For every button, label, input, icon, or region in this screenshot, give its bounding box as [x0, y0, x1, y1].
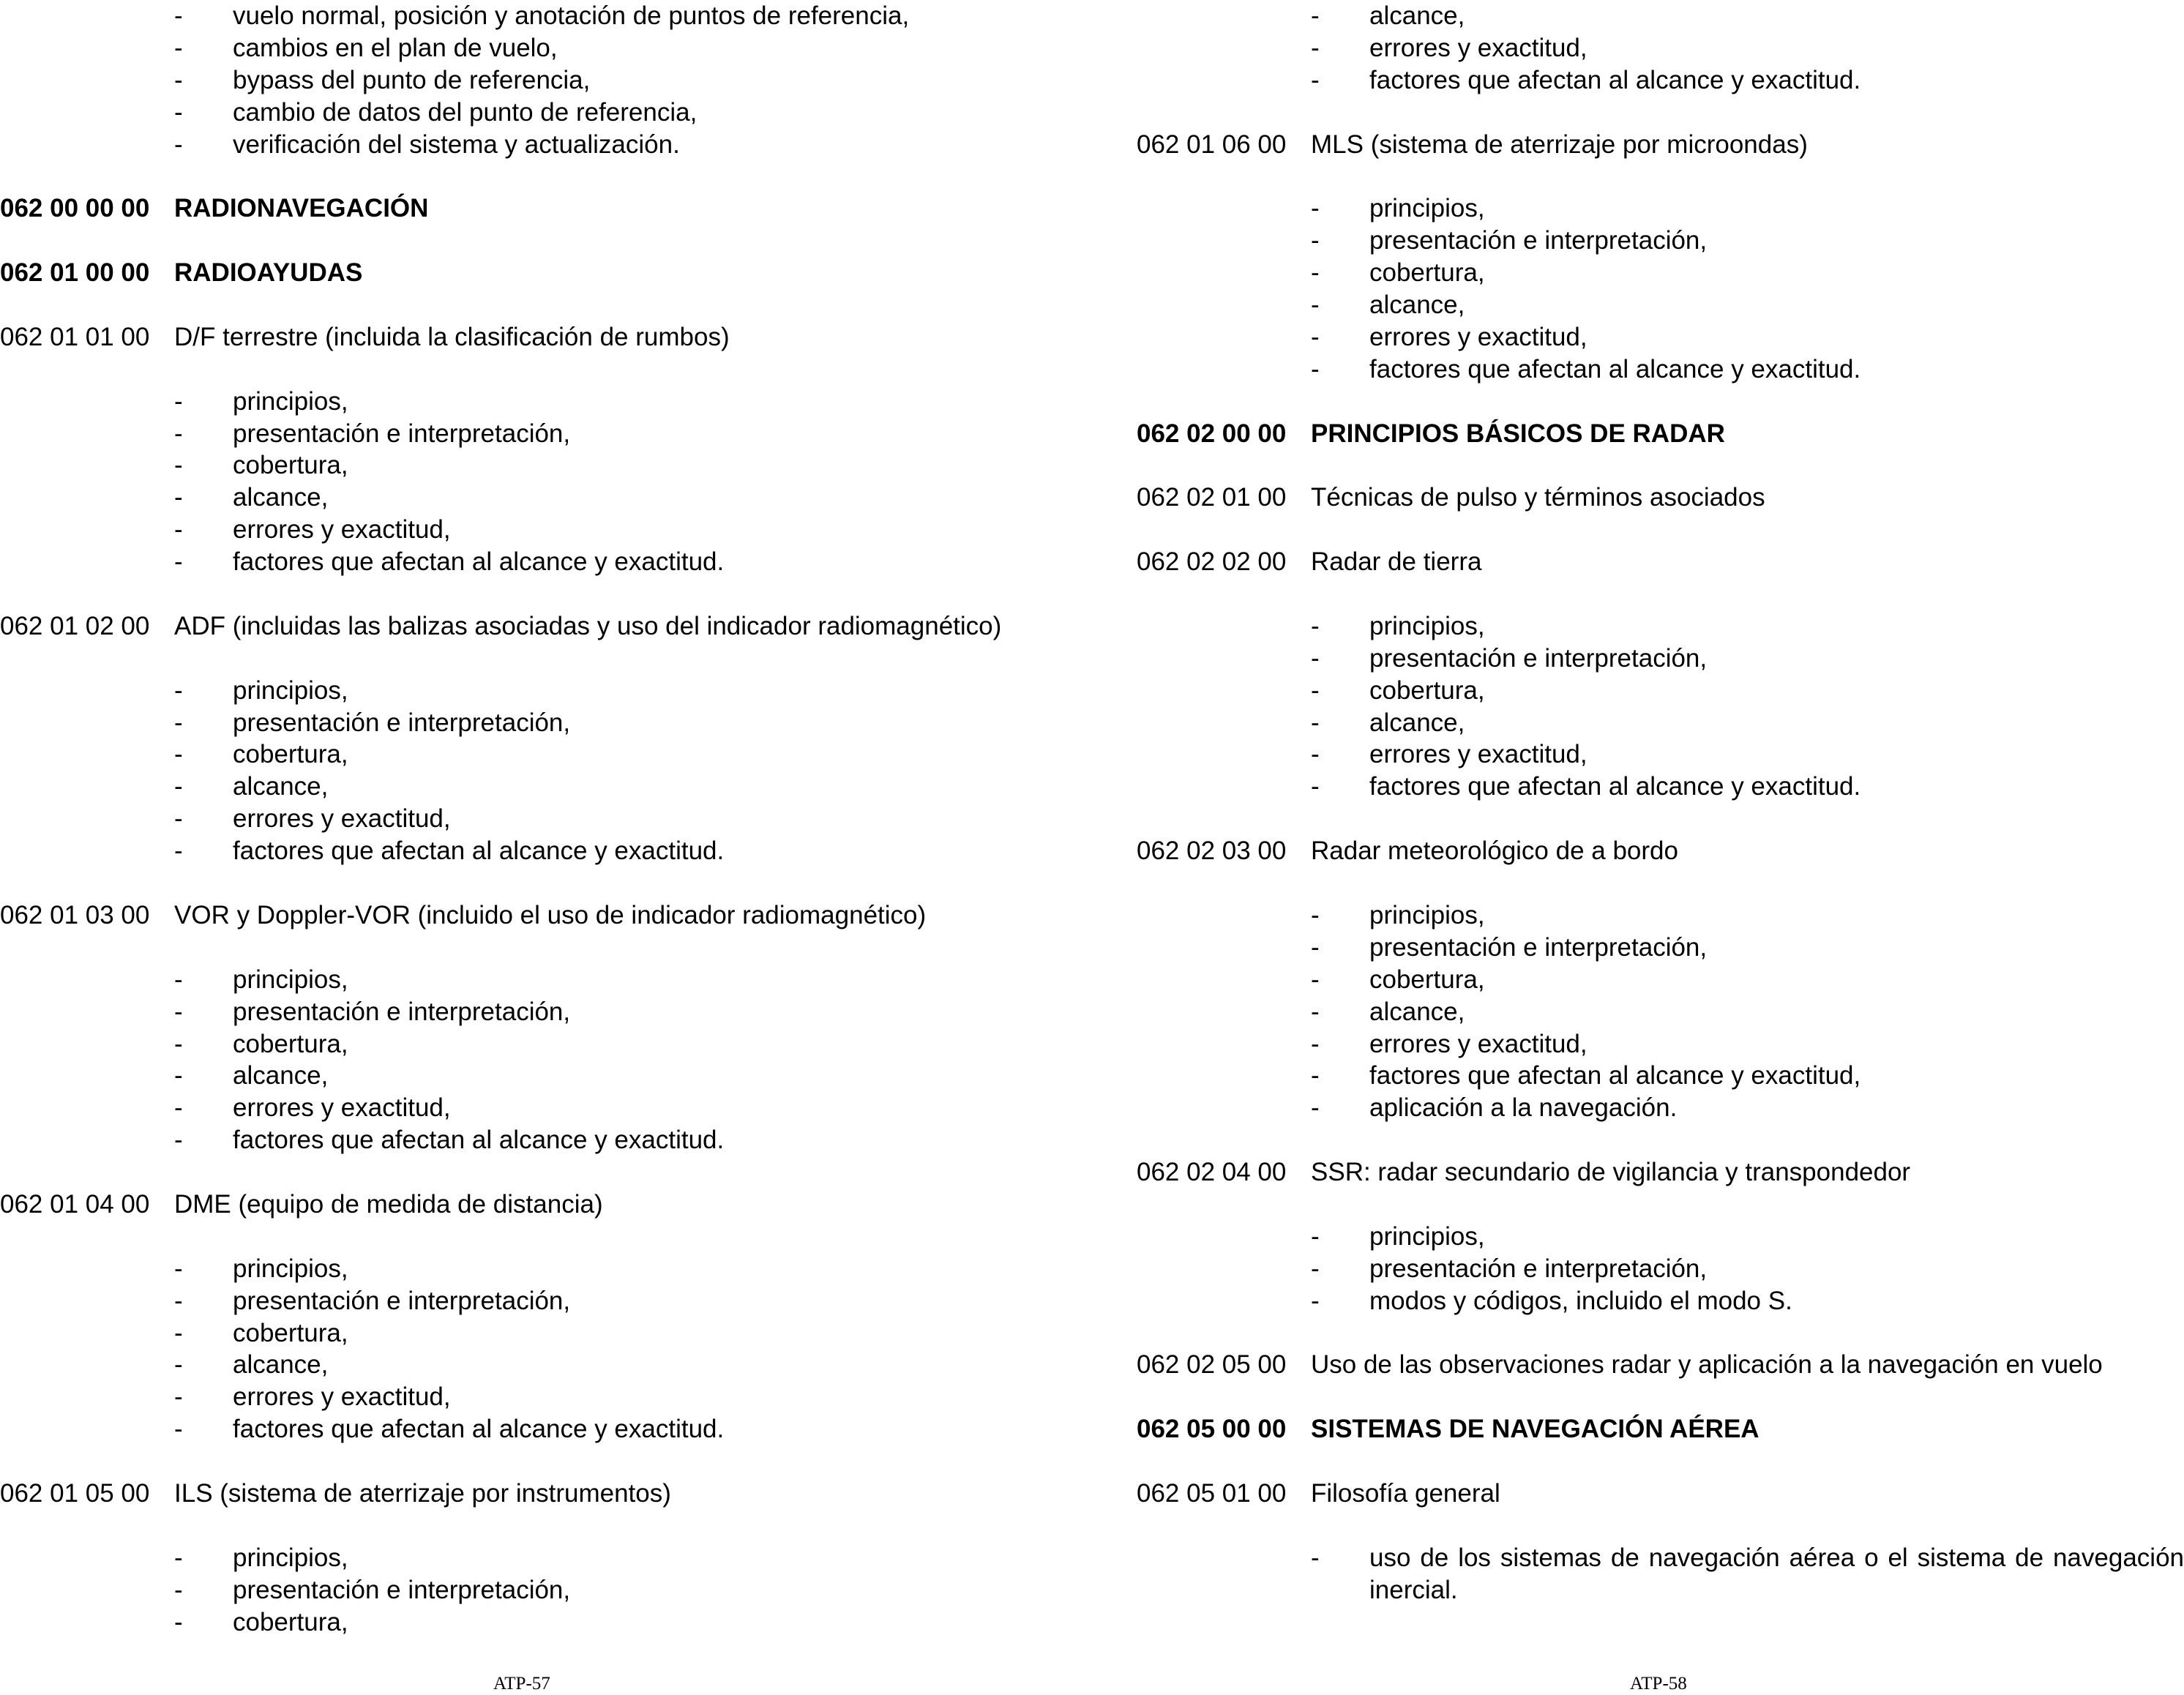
list-item-text: factores que afectan al alcance y exactitud.: [233, 1415, 725, 1444]
bullet-dash: -: [1311, 322, 1320, 351]
list-item: [1137, 32, 2184, 64]
list-item-text: errores y exactitud,: [233, 1093, 451, 1123]
list-item: [1137, 0, 2184, 32]
list-item-text: presentación e interpretación,: [1369, 932, 1708, 962]
list-item: [0, 1606, 1083, 1639]
section-code: 062 01 00 00: [0, 258, 150, 288]
list-item-text: cobertura,: [233, 1318, 348, 1347]
list-item-text: principios,: [233, 676, 348, 705]
list-item-text: errores y exactitud,: [1369, 322, 1587, 351]
list-item: [0, 1413, 1083, 1445]
list-item-text: cobertura,: [233, 740, 348, 769]
section-title: Técnicas de pulso y términos asociados: [1311, 483, 1765, 512]
section-title: VOR y Doppler-VOR (incluido el uso de indicador radiomagnético): [174, 900, 927, 929]
list-item-text: factores que afectan al alcance y exactitud.: [233, 837, 725, 866]
bullet-dash: -: [174, 483, 183, 512]
bullet-dash: -: [1311, 611, 1320, 640]
section-title: D/F terrestre (incluida la clasificación de rumbos): [174, 322, 730, 351]
bullet-dash: -: [174, 65, 183, 94]
section-heading: [0, 257, 1083, 289]
bullet-dash: -: [1311, 740, 1320, 769]
bullet-dash: -: [1311, 1093, 1320, 1123]
bullet-dash: -: [174, 1607, 183, 1636]
list-item: [1137, 610, 2184, 643]
section-code: 062 05 00 00: [1137, 1415, 1287, 1444]
list-item-text: errores y exactitud,: [233, 804, 451, 834]
bullet-dash: -: [174, 1254, 183, 1283]
bullet-dash: -: [174, 1, 183, 30]
list-item: [1137, 321, 2184, 353]
section-title: Radar meteorológico de a bordo: [1311, 837, 1678, 866]
list-item-text: aplicación a la navegación.: [1369, 1093, 1678, 1123]
section-code: 062 05 01 00: [1137, 1478, 1287, 1508]
list-item: [1137, 225, 2184, 257]
list-item: [0, 835, 1083, 867]
list-item-text: factores que afectan al alcance y exactitud.: [233, 547, 725, 577]
list-item: [1137, 1028, 2184, 1060]
section-title: MLS (sistema de aterrizaje por microondas): [1311, 130, 1808, 159]
list-item-text: principios,: [233, 1543, 348, 1572]
list-item: [1137, 1060, 2184, 1092]
list-item-text: principios,: [1369, 611, 1485, 640]
list-item-text: cobertura,: [233, 451, 348, 480]
bullet-dash: -: [1311, 194, 1320, 223]
list-item-text: principios,: [233, 1254, 348, 1283]
list-item-text: factores que afectan al alcance y exactitud.: [233, 1126, 725, 1155]
list-item: [1137, 675, 2184, 707]
list-item-text: presentación e interpretación,: [1369, 1254, 1708, 1283]
list-item-text: presentación e interpretación,: [233, 419, 571, 448]
bullet-dash: -: [174, 1318, 183, 1347]
bullet-dash: -: [1311, 1, 1320, 30]
section-heading: [1137, 129, 2184, 161]
list-item: [0, 64, 1083, 97]
list-item-text: bypass del punto de referencia,: [233, 65, 591, 94]
bullet-dash: -: [174, 130, 183, 159]
list-item-text: presentación e interpretación,: [233, 997, 571, 1026]
bullet-dash: -: [174, 708, 183, 737]
list-item-text: factores que afectan al alcance y exactitud.: [1369, 354, 1861, 383]
list-item: [1137, 996, 2184, 1028]
list-item: [0, 514, 1083, 546]
bullet-dash: -: [1311, 1286, 1320, 1315]
section-heading: [1137, 1413, 2184, 1445]
list-item: [0, 707, 1083, 739]
list-item-text: errores y exactitud,: [1369, 1029, 1587, 1058]
section-heading: [1137, 1156, 2184, 1189]
section-title: RADIONAVEGACIÓN: [174, 194, 429, 223]
list-item: [1137, 1253, 2184, 1285]
section-title: ILS (sistema de aterrizaje por instrumentos): [174, 1478, 671, 1508]
bullet-dash: -: [174, 1093, 183, 1123]
section-title: ADF (incluidas las balizas asociadas y uso del indicador radiomagnético): [174, 611, 1002, 640]
list-item-text: cobertura,: [1369, 676, 1485, 705]
list-item: [1137, 707, 2184, 739]
list-item: [1137, 1285, 2184, 1317]
list-item: [1137, 771, 2184, 803]
section-title: Uso de las observaciones radar y aplicación a la navegación en vuelo: [1311, 1350, 2103, 1380]
list-item: [1137, 1542, 2184, 1606]
section-heading: [0, 1478, 1083, 1510]
list-item-text: presentación e interpretación,: [233, 1575, 571, 1604]
list-item: [1137, 932, 2184, 964]
section-heading: [0, 192, 1083, 225]
bullet-dash: -: [1311, 65, 1320, 94]
list-item: [1137, 289, 2184, 321]
section-heading: [1137, 546, 2184, 578]
list-item-text: factores que afectan al alcance y exactitud.: [1369, 65, 1861, 94]
bullet-dash: -: [174, 740, 183, 769]
bullet-dash: -: [174, 1029, 183, 1058]
list-item: [0, 1349, 1083, 1381]
list-item: [0, 386, 1083, 418]
right-page-column: [1137, 0, 2184, 1606]
bullet-dash: -: [1311, 676, 1320, 705]
list-item: [1137, 64, 2184, 97]
bullet-dash: -: [174, 386, 183, 416]
bullet-dash: -: [1311, 1254, 1320, 1283]
bullet-dash: -: [174, 837, 183, 866]
list-item: [0, 1574, 1083, 1606]
bullet-dash: -: [174, 1350, 183, 1380]
list-item: [0, 1317, 1083, 1350]
bullet-dash: -: [174, 772, 183, 801]
section-title: Filosofía general: [1311, 1478, 1500, 1508]
bullet-dash: -: [174, 1575, 183, 1604]
list-item-text: factores que afectan al alcance y exactitud,: [1369, 1061, 1861, 1090]
bullet-dash: -: [174, 804, 183, 834]
list-item: [0, 0, 1083, 32]
section-code: 062 02 01 00: [1137, 483, 1287, 512]
section-title: DME (equipo de medida de distancia): [174, 1189, 603, 1219]
section-title: SSR: radar secundario de vigilancia y transpondedor: [1311, 1158, 1911, 1187]
section-heading: [0, 610, 1083, 643]
list-item-text: factores que afectan al alcance y exactitud.: [1369, 772, 1861, 801]
bullet-dash: -: [174, 1061, 183, 1090]
section-heading: [0, 899, 1083, 932]
bullet-dash: -: [174, 676, 183, 705]
section-code: 062 01 06 00: [1137, 130, 1287, 159]
list-item: [0, 1253, 1083, 1285]
section-title: Radar de tierra: [1311, 547, 1482, 577]
section-title: RADIOAYUDAS: [174, 258, 363, 288]
list-item-text: errores y exactitud,: [1369, 740, 1587, 769]
list-item-text: alcance,: [233, 772, 329, 801]
list-item: [1137, 257, 2184, 289]
list-item: [0, 1124, 1083, 1156]
list-item: [0, 449, 1083, 482]
bullet-dash: -: [174, 1415, 183, 1444]
left-page-column: [0, 0, 1083, 1638]
list-item-text: vuelo normal, posición y anotación de puntos de referencia,: [233, 1, 910, 30]
bullet-dash: -: [174, 97, 183, 127]
bullet-dash: -: [174, 965, 183, 994]
bullet-dash: -: [1311, 354, 1320, 383]
bullet-dash: -: [1311, 226, 1320, 255]
list-item: [1137, 1221, 2184, 1253]
section-heading: [1137, 1349, 2184, 1381]
page-number-left: ATP-57: [493, 1674, 550, 1694]
list-item: [0, 129, 1083, 161]
section-heading: [1137, 482, 2184, 514]
section-heading: [0, 321, 1083, 353]
section-code: 062 01 04 00: [0, 1189, 150, 1219]
list-item-text: presentación e interpretación,: [1369, 226, 1708, 255]
bullet-dash: -: [1311, 997, 1320, 1026]
section-title: PRINCIPIOS BÁSICOS DE RADAR: [1311, 419, 1725, 448]
section-code: 062 00 00 00: [0, 194, 150, 223]
list-item-text: cambios en el plan de vuelo,: [233, 33, 558, 62]
list-item-text: principios,: [233, 965, 348, 994]
bullet-dash: -: [174, 451, 183, 480]
section-code: 062 02 03 00: [1137, 837, 1287, 866]
bullet-dash: -: [1311, 258, 1320, 288]
list-item-text: alcance,: [233, 483, 329, 512]
list-item-text: alcance,: [233, 1350, 329, 1380]
list-item: [0, 996, 1083, 1028]
bullet-dash: -: [174, 547, 183, 577]
bullet-dash: -: [1311, 965, 1320, 994]
list-item: [1137, 643, 2184, 675]
list-item-text: alcance,: [1369, 291, 1465, 320]
list-item: [1137, 192, 2184, 225]
list-item-text: uso de los sistemas de navegación aérea o el sistema de navegación inercial.: [1369, 1543, 2184, 1604]
bullet-dash: -: [174, 1126, 183, 1155]
bullet-dash: -: [1311, 291, 1320, 320]
list-item-text: presentación e interpretación,: [233, 708, 571, 737]
list-item: [0, 97, 1083, 129]
list-item: [0, 1028, 1083, 1060]
list-item: [0, 1060, 1083, 1092]
list-item-text: principios,: [1369, 1221, 1485, 1251]
bullet-dash: -: [1311, 772, 1320, 801]
section-heading: [1137, 418, 2184, 450]
list-item: [0, 1092, 1083, 1124]
section-code: 062 02 04 00: [1137, 1158, 1287, 1187]
list-item-text: principios,: [233, 386, 348, 416]
bullet-dash: -: [174, 33, 183, 62]
list-item: [0, 771, 1083, 803]
section-code: 062 02 05 00: [1137, 1350, 1287, 1380]
section-title: SISTEMAS DE NAVEGACIÓN AÉREA: [1311, 1415, 1759, 1444]
section-code: 062 01 03 00: [0, 900, 150, 929]
list-item: [1137, 353, 2184, 386]
section-code: 062 01 05 00: [0, 1478, 150, 1508]
list-item: [1137, 1092, 2184, 1124]
list-item: [0, 546, 1083, 578]
bullet-dash: -: [1311, 1543, 1320, 1572]
list-item-text: alcance,: [233, 1061, 329, 1090]
list-item-text: cobertura,: [1369, 258, 1485, 288]
bullet-dash: -: [1311, 900, 1320, 929]
bullet-dash: -: [174, 1382, 183, 1412]
list-item: [1137, 738, 2184, 771]
list-item: [0, 803, 1083, 835]
list-item: [0, 418, 1083, 450]
list-item-text: cambio de datos del punto de referencia,: [233, 97, 698, 127]
list-item-text: cobertura,: [233, 1029, 348, 1058]
list-item: [0, 32, 1083, 64]
list-item: [0, 482, 1083, 514]
bullet-dash: -: [1311, 1221, 1320, 1251]
bullet-dash: -: [174, 515, 183, 545]
list-item-text: alcance,: [1369, 997, 1465, 1026]
bullet-dash: -: [1311, 932, 1320, 962]
bullet-dash: -: [174, 997, 183, 1026]
list-item-text: presentación e interpretación,: [233, 1286, 571, 1315]
section-heading: [0, 1189, 1083, 1221]
bullet-dash: -: [1311, 643, 1320, 673]
bullet-dash: -: [174, 1286, 183, 1315]
list-item-text: alcance,: [1369, 708, 1465, 737]
bullet-dash: -: [1311, 1029, 1320, 1058]
list-item: [1137, 899, 2184, 932]
list-item: [0, 1285, 1083, 1317]
section-heading: [1137, 835, 2184, 867]
list-item: [0, 1542, 1083, 1574]
section-code: 062 01 02 00: [0, 611, 150, 640]
list-item-text: verificación del sistema y actualización.: [233, 130, 680, 159]
list-item: [0, 738, 1083, 771]
list-item-text: errores y exactitud,: [1369, 33, 1587, 62]
list-item-text: errores y exactitud,: [233, 515, 451, 545]
bullet-dash: -: [1311, 708, 1320, 737]
list-item-text: alcance,: [1369, 1, 1465, 30]
list-item-text: principios,: [1369, 194, 1485, 223]
bullet-dash: -: [1311, 1061, 1320, 1090]
section-code: 062 01 01 00: [0, 322, 150, 351]
list-item-text: presentación e interpretación,: [1369, 643, 1708, 673]
bullet-dash: -: [174, 1543, 183, 1572]
list-item-text: cobertura,: [233, 1607, 348, 1636]
list-item: [0, 675, 1083, 707]
bullet-dash: -: [174, 419, 183, 448]
list-item: [0, 1381, 1083, 1413]
bullet-dash: -: [1311, 33, 1320, 62]
list-item: [0, 964, 1083, 996]
list-item-text: cobertura,: [1369, 965, 1485, 994]
list-item: [1137, 964, 2184, 996]
list-item-text: principios,: [1369, 900, 1485, 929]
list-item-text: modos y códigos, incluido el modo S.: [1369, 1286, 1792, 1315]
section-heading: [1137, 1478, 2184, 1510]
page-number-right: ATP-58: [1630, 1674, 1687, 1694]
section-code: 062 02 02 00: [1137, 547, 1287, 577]
list-item-text: errores y exactitud,: [233, 1382, 451, 1412]
section-code: 062 02 00 00: [1137, 419, 1287, 448]
